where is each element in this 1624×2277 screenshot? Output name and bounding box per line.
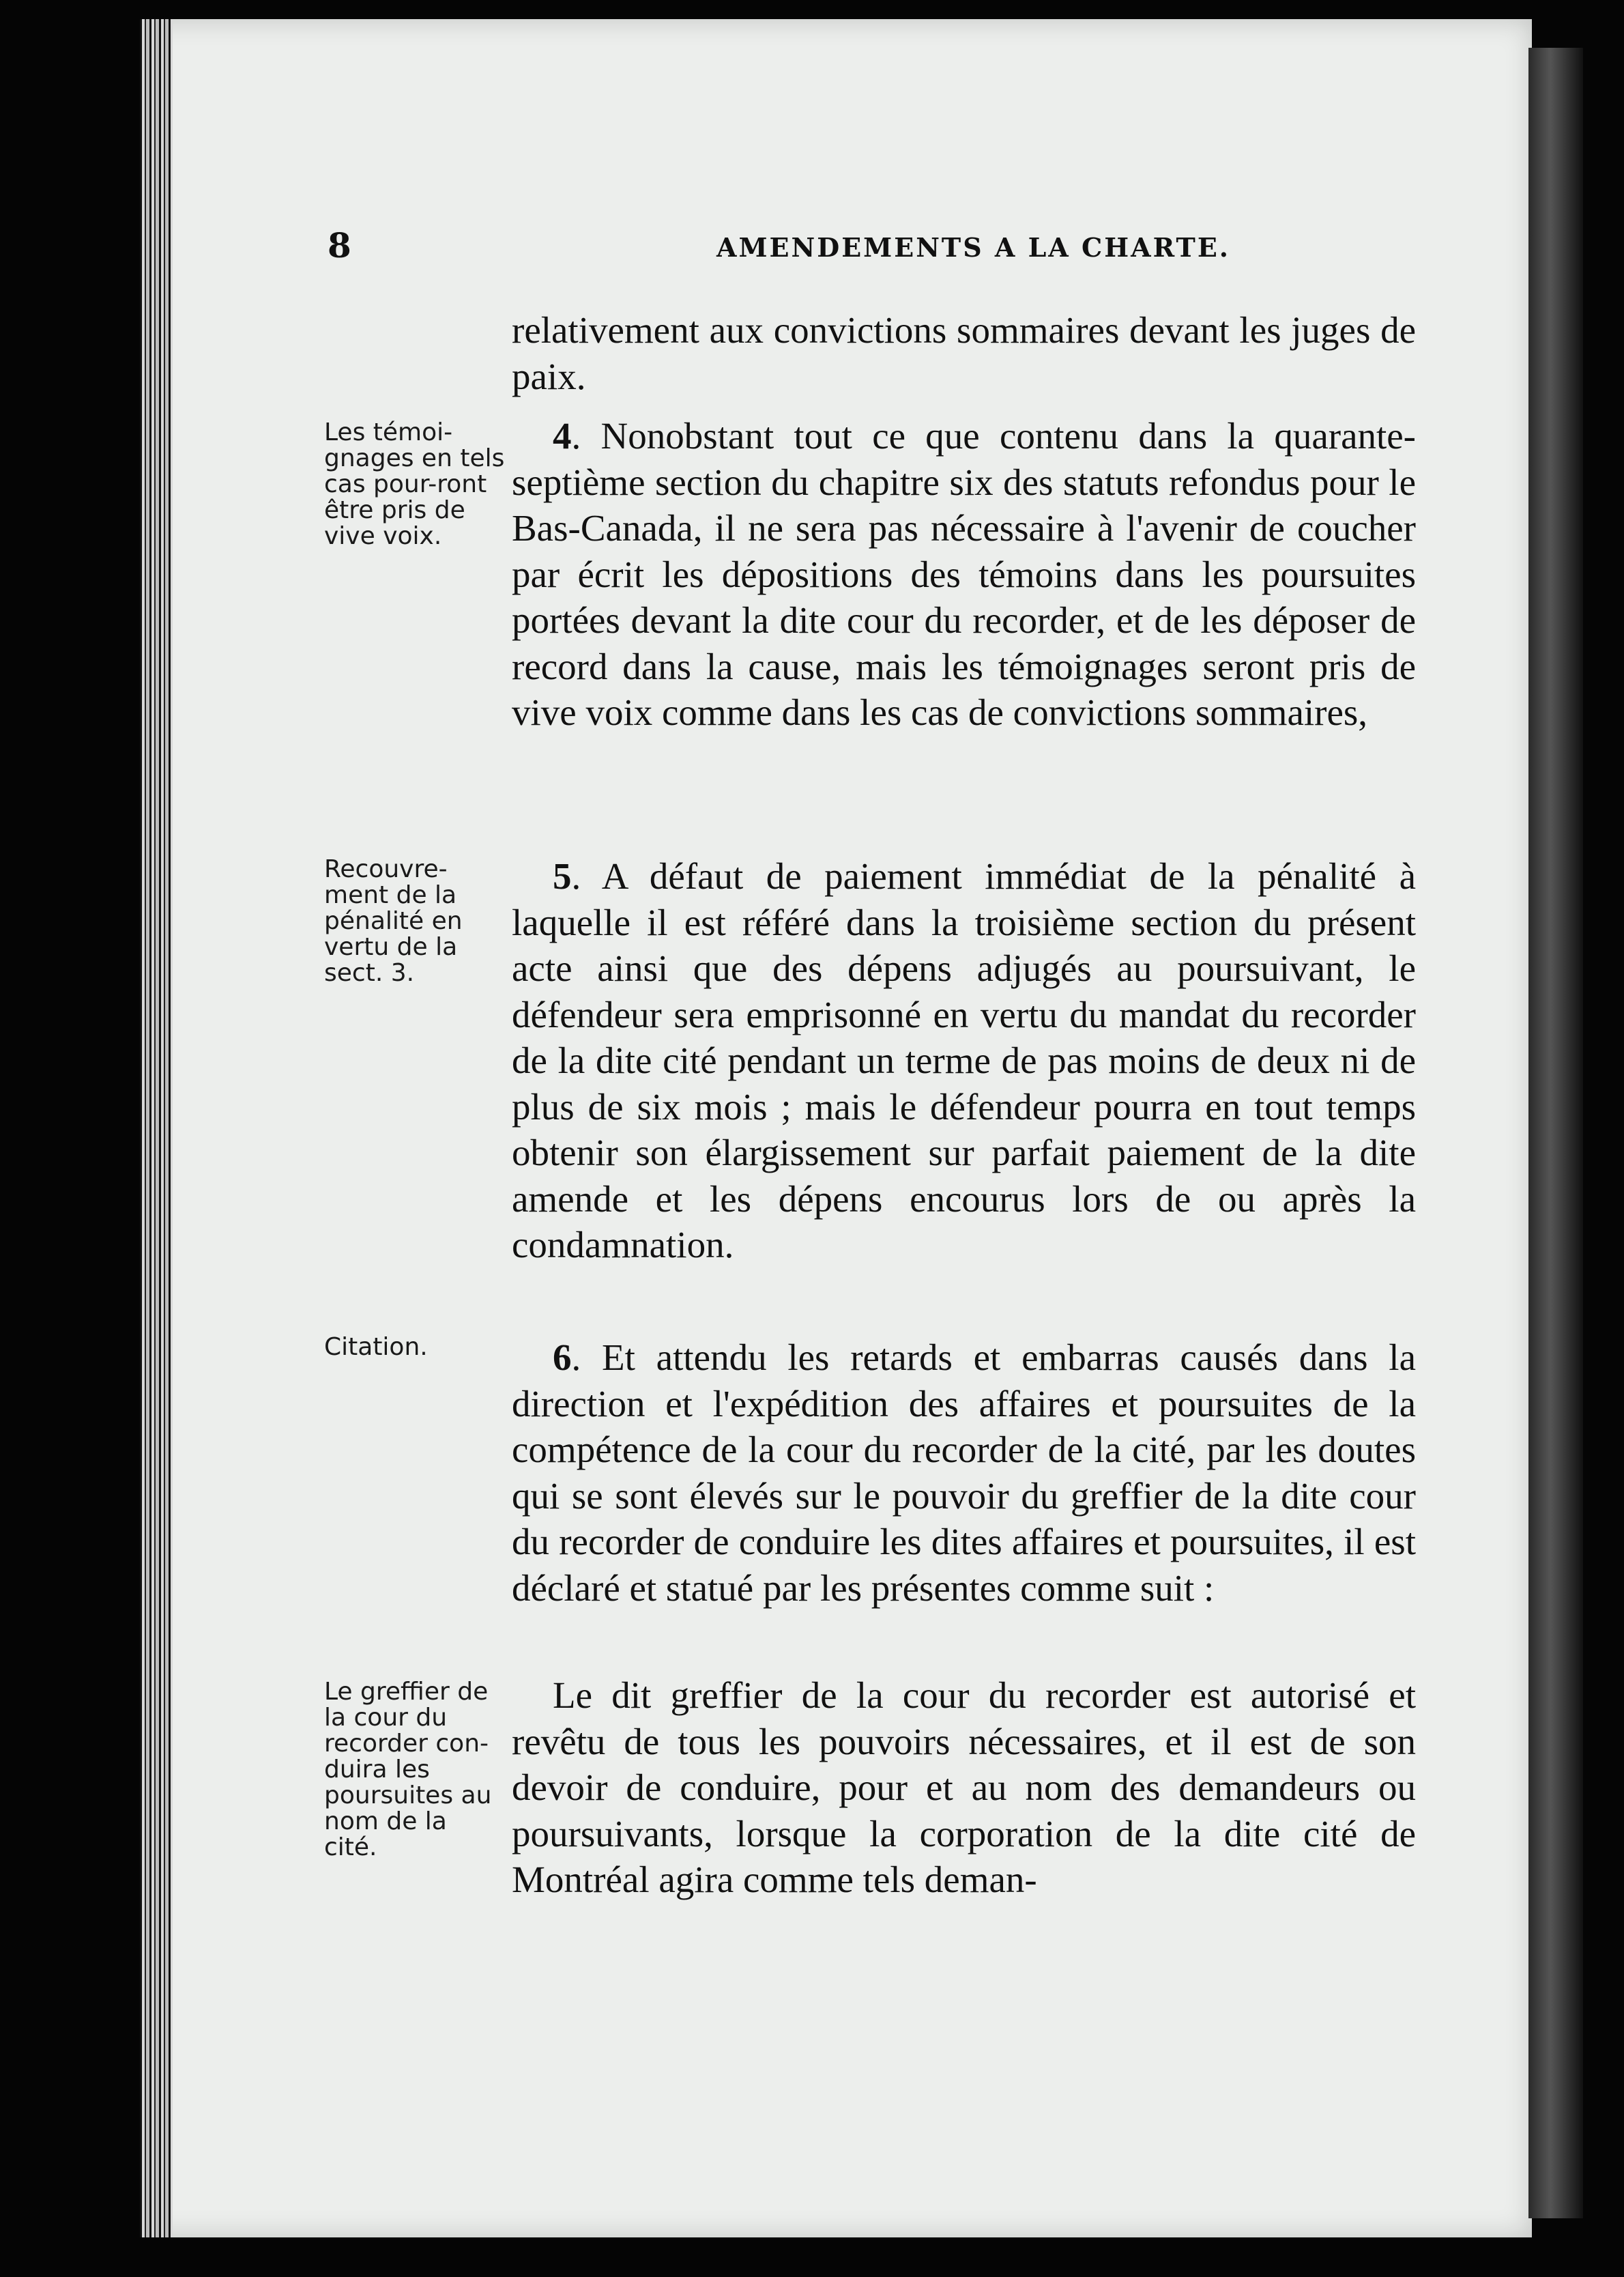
section-4-number: 4 — [553, 415, 572, 457]
section-4 — [512, 413, 1416, 736]
section-6 — [512, 1334, 1416, 1611]
section-4-paragraph: 4. Nonobstant tout ce que contenu dans la quarante-septième section du chapitre six des statuts refondus pour le Bas-Canada, il ne sera pas nécessaire à l'avenir de coucher par écrit les dépositions des témoins dans les poursuites portées devant la dite cour du recorder, et de les déposer de record dans la cause, mais les témoignages seront pris de vive voix comme dans les cas de convictions sommaires, — [512, 415, 1416, 733]
facing-page-edge — [1528, 48, 1583, 2218]
body-continuation — [512, 307, 1416, 399]
book-spine — [140, 19, 173, 2237]
page-number: 8 — [328, 225, 351, 266]
clerk-paragraph-block — [512, 1672, 1416, 1903]
section-5-number: 5 — [553, 855, 572, 897]
margin-note-penalty-recovery: Recouvre-ment de la pénalité en vertu de la sect. 3. — [324, 855, 463, 987]
section-6-paragraph: 6. Et attendu les retards et embarras causés dans la direction et l'expédition des affaires et poursuites de la compétence de la cour du recorder de la cité, par les doutes qui se sont élevés sur le pouvoir du greffier de la dite cour du recorder de conduire les dites affaires et poursuites, il est déclaré et statué par les présentes comme suit : — [512, 1336, 1417, 1609]
section-5-paragraph: 5. A défaut de paiement immédiat de la pénalité à laquelle il est référé dans la troisième section du présent acte ainsi que des dépens adjugés au poursuivant, le défendeur sera emprisonné en vertu du mandat du recorder de la dite cité pendant un terme de pas moins de deux ni de plus de six mois ; mais le défendeur pourra en tout temps obtenir son élargissement sur parfait paiement de la dite amende et les dépens encourus lors de ou après la condamnation. — [512, 855, 1416, 1265]
page-header — [328, 225, 1249, 273]
margin-note-citation: Citation. — [324, 1333, 428, 1361]
section-5 — [512, 853, 1416, 1268]
section-6-text: Et attendu les retards et embarras causés dans la direction et l'expédition des affaires et poursuites de la compétence de la cour du recorder de la cité, par les doutes qui se sont élevés sur le pouvoir du greffier de la dite cour du recorder de conduire les dites affaires et poursuites, il est déclaré et statué par les présentes comme suit : — [512, 1336, 1417, 1609]
section-6-number: 6 — [553, 1336, 572, 1378]
continuation-paragraph: relativement aux convictions sommaires devant les juges de paix. — [512, 309, 1416, 397]
margin-note-testimony: Les témoi-gnages en tels cas pour-ront être pris de vive voix. — [324, 418, 505, 550]
clerk-paragraph: Le dit greffier de la cour du recorder est autorisé et revêtu de tous les pouvoirs nécessaires, et il est de son devoir de conduire, pour et au nom des demandeurs ou poursuivants, lorsque la corporation de la dite cité de Montréal agira comme tels deman- — [512, 1674, 1416, 1900]
margin-note-clerk: Le greffier de la cour du recorder con-duira les poursuites au nom de la cité. — [324, 1678, 492, 1861]
section-4-text: Nonobstant tout ce que contenu dans la quarante-septième section du chapitre six des statuts refondus pour le Bas-Canada, il ne sera pas nécessaire à l'avenir de coucher par écrit les dépositions des témoins dans les poursuites portées devant la dite cour du recorder, et de les déposer de record dans la cause, mais les témoignages seront pris de vive voix comme dans les cas de convictions sommaires, — [512, 415, 1416, 733]
running-title: AMENDEMENTS A LA CHARTE. — [716, 232, 1231, 263]
section-5-text: A défaut de paiement immédiat de la pénalité à laquelle il est référé dans la troisième section du présent acte ainsi que des dépens adjugés au poursuivant, le défendeur sera emprisonné en vertu du mandat du recorder de la dite cité pendant un terme de pas moins de deux ni de plus de six mois ; mais le défendeur pourra en tout temps obtenir son élargissement sur parfait paiement de la dite amende et les dépens encourus lors de ou après la condamnation. — [512, 855, 1416, 1265]
